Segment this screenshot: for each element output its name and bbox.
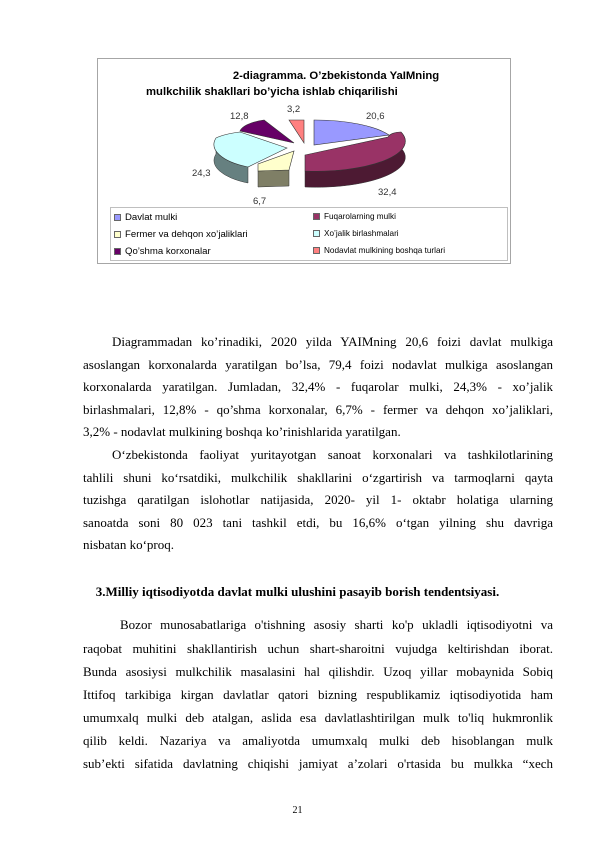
paragraph-3-line: Bozor munosabatlariga o'tishning asosiy sharti ko'p ukladli iqtisodiyotni va [120, 617, 553, 632]
paragraph-3-line: raqobat muhitini shakllantirish uchun shart-sharoitni vujudga keltirishdan iborat. [83, 641, 553, 656]
legend-item-fuqaro [313, 212, 396, 221]
chart-title-line2: mulkchilik shakllari bo’yicha ishlab chiqarilishi [146, 86, 398, 98]
paragraph-3-line: qilib keldi. Nazariya va amaliyotda umumxalq mulki deb hisoblangan mulk [83, 733, 553, 748]
paragraph-1-line: birlashmalari, 12,8% - qo’shma korxonalar, 6,7% - fermer va dehqon xo’jaliklari, [83, 401, 553, 417]
legend-swatch-boshqa [313, 247, 320, 254]
legend-label-fuqaro: Fuqarolarning mulki [324, 212, 396, 221]
section-heading: 3.Milliy iqtisodiyotda davlat mulki ulushini pasayib borish tendentsiyasi. [95, 584, 500, 599]
pie-slice-boshqa [289, 120, 304, 143]
legend-swatch-fermer [114, 231, 121, 238]
data-label-fuqaro: 32,4 [378, 187, 397, 198]
legend-label-qoshma: Qo’shma korxonalar [125, 246, 211, 257]
legend-label-fermer: Fermer va dehqon xo’jaliklari [125, 229, 248, 240]
paragraph-2-line: sanoatda soni 80 023 tani tashkil etdi, bu 16,6% o‘tgan yilning shu davriga [83, 514, 553, 530]
legend-label-xojalik: Xo’jalik birlashmalari [324, 229, 399, 238]
legend-item-xojalik [313, 229, 399, 238]
data-label-qoshma: 12,8 [230, 111, 249, 122]
paragraph-2-line: tahlili shuni ko‘rsatdiki, mulkchilik shakllarini o‘zgartirish va tarmoqlarni qayta [83, 469, 553, 485]
legend-label-boshqa: Nodavlat mulkining boshqa turlari [324, 246, 446, 255]
legend-item-fermer [114, 229, 248, 240]
paragraph-2 [112, 444, 553, 467]
legend-item-boshqa [313, 246, 445, 255]
pie-chart [97, 58, 511, 264]
page-number: 21 [292, 805, 303, 816]
paragraph-3-line: Ittifoq tarkibiga kirgan davlatlar qatori bizning respublikamiz iqtisodiyotida ham [83, 687, 553, 702]
data-label-fermer: 6,7 [253, 196, 267, 207]
paragraph-1-cont [83, 354, 553, 444]
paragraph-1-line: Diagrammadan ko’rinadiki, 2020 yilda YAIMning 20,6 foizi davlat mulkiga [112, 334, 553, 349]
paragraph-1-line: korxonalarda yaratilgan. Jumladan, 32,4% - fuqarolar mulki, 24,3% - xo’jalik [83, 379, 553, 395]
chart-legend [110, 207, 508, 261]
legend-swatch-fuqaro [313, 213, 320, 220]
legend-label-davlat: Davlat mulki [125, 212, 178, 223]
legend-swatch-davlat [114, 214, 121, 221]
paragraph-2-cont [83, 467, 553, 557]
data-label-davlat: 20,6 [366, 111, 385, 122]
legend-item-davlat [114, 212, 177, 223]
paragraph-3-line: sub’ekti sifatida davlatning chiqishi jamiyat a’zolari o'rtasida bu mulkka “xech [83, 756, 553, 771]
paragraph-2-line: tuzishga qaratilgan islohotlar natijasida, 2020- yil 1- oktabr holatiga ularning [83, 492, 553, 508]
paragraph-2-line: nisbatan ko‘proq. [83, 537, 174, 553]
chart-title-line1: 2-diagramma. O’zbekistonda YaIMning [232, 70, 440, 82]
paragraph-1-line: asoslangan korxonalarda yaratilgan bo’lsa, 79,4 foizi nodavlat mulkiga asoslangan [83, 356, 553, 372]
paragraph-3-line: Bunda asosiysi mulkchilik masalasini hal qilishdir. Uzoq yillar mobaynida Sobiq [83, 664, 553, 679]
legend-swatch-xojalik [313, 230, 320, 237]
legend-swatch-qoshma [114, 248, 121, 255]
paragraph-1 [112, 331, 553, 354]
paragraph-2-line: O‘zbekistonda faoliyat yuritayotgan sanoat korxonalari va tashkilotlarining [112, 447, 553, 462]
data-label-xojalik: 24,3 [192, 168, 211, 179]
paragraph-3-line: umumxalq mulki deb atalgan, aslida esa davlatlashtirilgan mulk to'liq hukmronlik [83, 710, 553, 725]
legend-item-qoshma [114, 246, 211, 257]
paragraph-1-line: 3,2% - nodavlat mulkining boshqa ko’rinishlarida yaratilgan. [83, 424, 401, 440]
pie-slice-fermer-side [258, 170, 289, 187]
paragraph-3-cont [83, 637, 553, 775]
paragraph-3 [120, 614, 553, 637]
data-label-boshqa: 3,2 [287, 104, 301, 115]
